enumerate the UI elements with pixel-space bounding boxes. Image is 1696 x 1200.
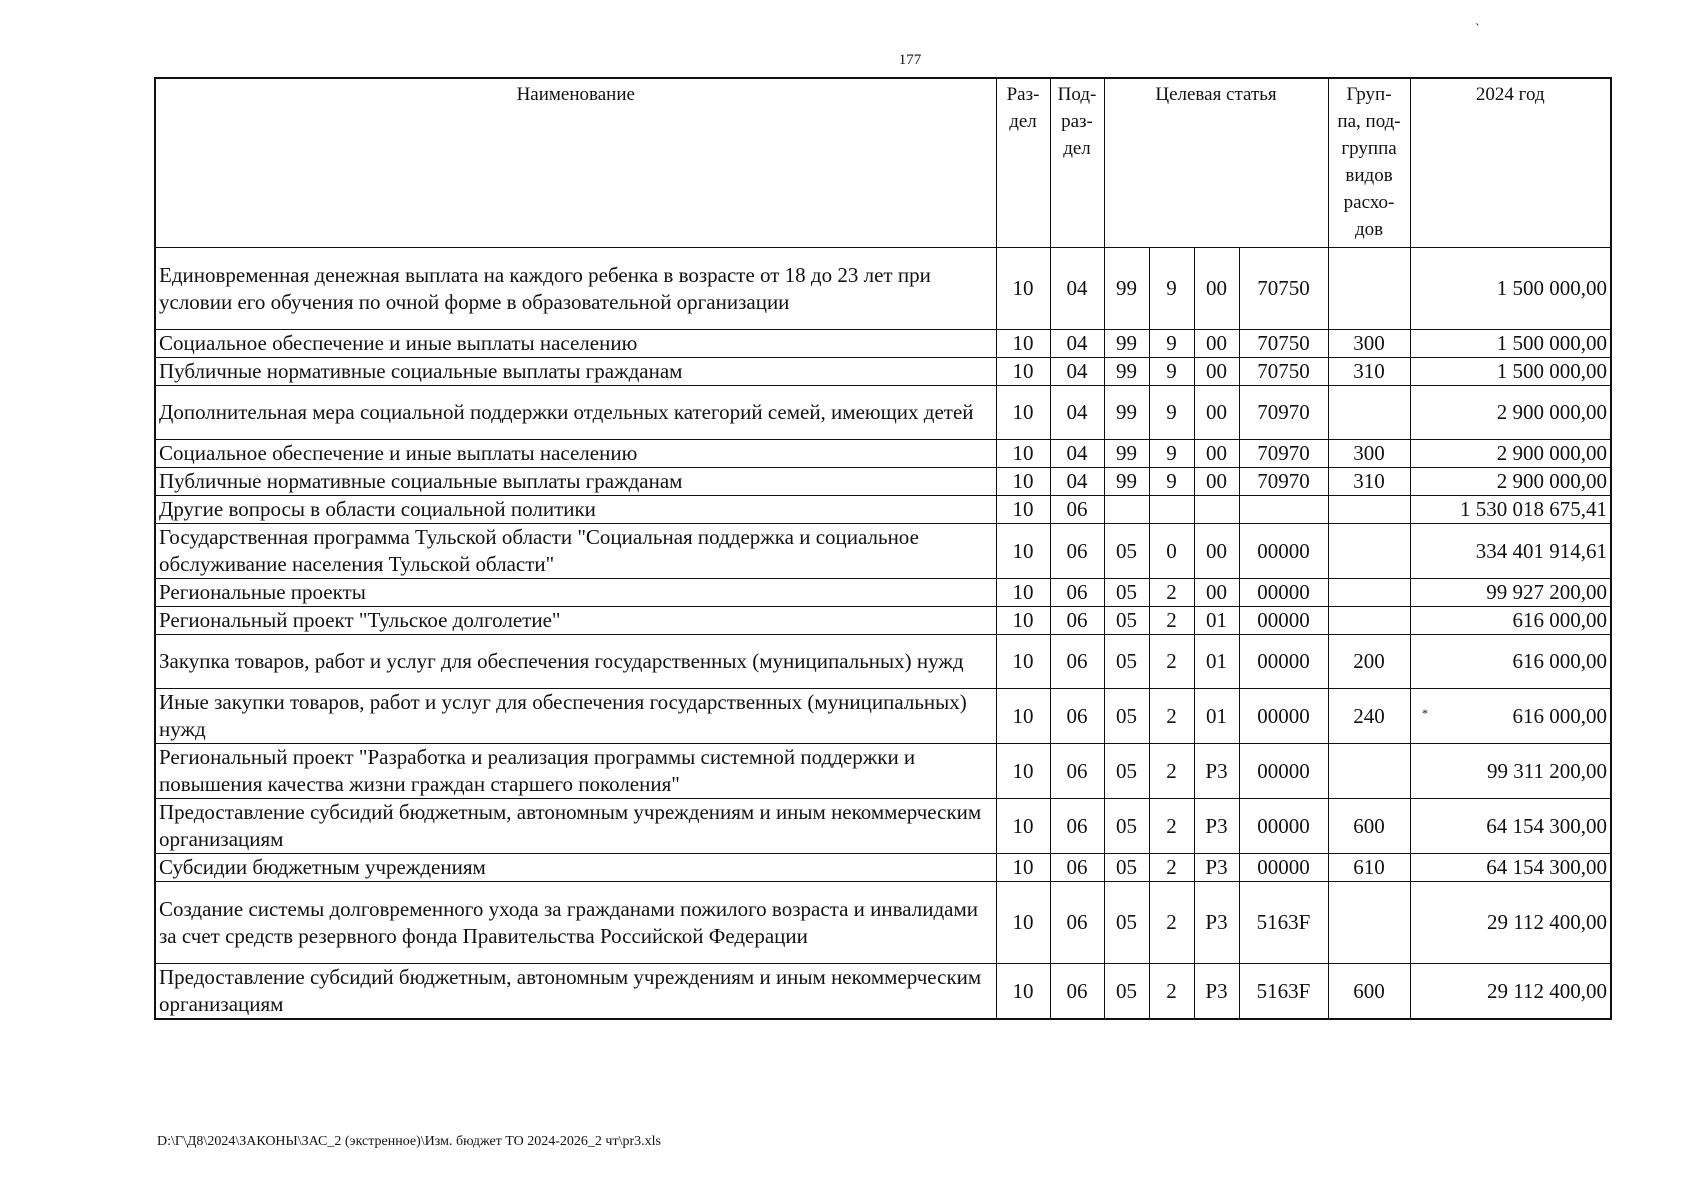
table-row [155,524,1611,579]
cell-podrazdel: 06 [1050,579,1104,607]
cell-amount: 616 000,00 [1410,635,1611,689]
cell-celevaya-2: 9 [1149,330,1194,358]
cell-celevaya-4: 00000 [1239,689,1328,744]
table-row [155,358,1611,386]
cell-name: Публичные нормативные социальные выплаты гражданам [155,468,996,496]
cell-celevaya-1: 05 [1104,882,1149,964]
cell-amount: 2 900 000,00 [1410,386,1611,440]
cell-celevaya-1: 05 [1104,635,1149,689]
cell-podrazdel: 06 [1050,854,1104,882]
cell-celevaya-1: 99 [1104,468,1149,496]
cell-celevaya-3: 00 [1194,248,1239,330]
table-row [155,882,1611,964]
cell-podrazdel: 06 [1050,524,1104,579]
table-row [155,799,1611,854]
cell-celevaya-2: 9 [1149,468,1194,496]
cell-celevaya-1: 05 [1104,744,1149,799]
cell-celevaya-3: 00 [1194,358,1239,386]
budget-table [154,77,1612,1020]
cell-razdel: 10 [996,635,1050,689]
cell-razdel: 10 [996,579,1050,607]
cell-celevaya-3: P3 [1194,799,1239,854]
cell-amount: 616 000,00 [1410,607,1611,635]
cell-name: Государственная программа Тульской области "Социальная поддержка и социальное обслуживание населения Тульской области" [155,524,996,579]
cell-amount: 99 927 200,00 [1410,579,1611,607]
cell-celevaya-1 [1104,496,1149,524]
cell-podrazdel: 06 [1050,799,1104,854]
cell-celevaya-2: 2 [1149,799,1194,854]
table-row [155,607,1611,635]
cell-name: Создание системы долговременного ухода за гражданами пожилого возраста и инвалидами за счет средств резервного фонда Правительства Российской Федерации [155,882,996,964]
cell-podrazdel: 06 [1050,607,1104,635]
cell-vid-rashodov [1328,524,1410,579]
page-number: 177 [898,52,922,68]
cell-celevaya-4: 70750 [1239,358,1328,386]
cell-celevaya-3 [1194,496,1239,524]
cell-celevaya-1: 05 [1104,579,1149,607]
table-row [155,579,1611,607]
table-row [155,964,1611,1020]
cell-amount: 2 900 000,00 [1410,468,1611,496]
cell-razdel: 10 [996,524,1050,579]
cell-celevaya-2 [1149,496,1194,524]
cell-celevaya-1: 99 [1104,248,1149,330]
cell-name: Иные закупки товаров, работ и услуг для обеспечения государственных (муниципальных) нужд [155,689,996,744]
scan-mark: ` [1475,22,1480,37]
cell-amount: 1 500 000,00 [1410,358,1611,386]
cell-name: Предоставление субсидий бюджетным, автономным учреждениям и иным некоммерческим организациям [155,964,996,1020]
header-podrazdel: Под- раз- дел [1050,78,1104,248]
cell-razdel: 10 [996,330,1050,358]
cell-amount: 334 401 914,61 [1410,524,1611,579]
cell-name: Предоставление субсидий бюджетным, автономным учреждениям и иным некоммерческим организациям [155,799,996,854]
cell-name: Социальное обеспечение и иные выплаты населению [155,330,996,358]
cell-razdel: 10 [996,248,1050,330]
cell-razdel: 10 [996,964,1050,1020]
cell-celevaya-1: 05 [1104,854,1149,882]
cell-name: Региональные проекты [155,579,996,607]
cell-celevaya-1: 05 [1104,524,1149,579]
cell-celevaya-3: P3 [1194,882,1239,964]
cell-amount: 99 311 200,00 [1410,744,1611,799]
cell-celevaya-2: 2 [1149,744,1194,799]
header-celevaya-statya: Целевая статья [1104,78,1328,248]
cell-amount: 29 112 400,00 [1410,882,1611,964]
cell-celevaya-3: 01 [1194,689,1239,744]
cell-celevaya-1: 05 [1104,689,1149,744]
cell-vid-rashodov [1328,607,1410,635]
cell-celevaya-4: 70970 [1239,386,1328,440]
cell-name: Другие вопросы в области социальной политики [155,496,996,524]
cell-vid-rashodov: 600 [1328,964,1410,1020]
cell-celevaya-3: 01 [1194,635,1239,689]
cell-podrazdel: 06 [1050,744,1104,799]
header-year: 2024 год [1410,78,1611,248]
cell-celevaya-3: 00 [1194,524,1239,579]
cell-celevaya-1: 99 [1104,440,1149,468]
table-row [155,689,1611,744]
cell-vid-rashodov [1328,496,1410,524]
cell-vid-rashodov: 300 [1328,440,1410,468]
cell-celevaya-1: 99 [1104,330,1149,358]
cell-razdel: 10 [996,386,1050,440]
cell-celevaya-2: 9 [1149,386,1194,440]
cell-celevaya-3: 00 [1194,440,1239,468]
cell-celevaya-4: 00000 [1239,854,1328,882]
header-name: Наименование [155,78,996,248]
cell-name: Закупка товаров, работ и услуг для обеспечения государственных (муниципальных) нужд [155,635,996,689]
cell-celevaya-4: 00000 [1239,799,1328,854]
cell-celevaya-3: P3 [1194,744,1239,799]
cell-amount: 29 112 400,00 [1410,964,1611,1020]
cell-podrazdel: 04 [1050,358,1104,386]
cell-celevaya-1: 05 [1104,964,1149,1020]
cell-vid-rashodov [1328,882,1410,964]
cell-razdel: 10 [996,882,1050,964]
cell-razdel: 10 [996,744,1050,799]
cell-celevaya-4: 00000 [1239,607,1328,635]
cell-celevaya-4: 00000 [1239,579,1328,607]
cell-vid-rashodov: 310 [1328,358,1410,386]
cell-celevaya-4: 70970 [1239,468,1328,496]
cell-celevaya-4: 00000 [1239,635,1328,689]
cell-podrazdel: 04 [1050,248,1104,330]
cell-celevaya-2: 2 [1149,607,1194,635]
cell-celevaya-4: 70750 [1239,248,1328,330]
cell-razdel: 10 [996,799,1050,854]
cell-celevaya-1: 05 [1104,607,1149,635]
cell-name: Единовременная денежная выплата на каждого ребенка в возрасте от 18 до 23 лет при условии его обучения по очной форме в образовательной организации [155,248,996,330]
table-row [155,386,1611,440]
cell-celevaya-2: 0 [1149,524,1194,579]
footer-file-path: D:\Г\Д8\2024\ЗАКОНЫ\ЗАС_2 (экстренное)\Изм. бюджет ТО 2024-2026_2 чт\pr3.xls [157,1134,661,1149]
cell-name: Публичные нормативные социальные выплаты гражданам [155,358,996,386]
cell-podrazdel: 06 [1050,689,1104,744]
cell-name: Региональный проект "Тульское долголетие" [155,607,996,635]
table-body [155,248,1611,1020]
cell-celevaya-2: 2 [1149,854,1194,882]
cell-celevaya-4: 70970 [1239,440,1328,468]
cell-celevaya-4 [1239,496,1328,524]
cell-celevaya-3: 00 [1194,386,1239,440]
cell-name: Дополнительная мера социальной поддержки отдельных категорий семей, имеющих детей [155,386,996,440]
cell-razdel: 10 [996,496,1050,524]
table-row [155,854,1611,882]
cell-razdel: 10 [996,358,1050,386]
cell-celevaya-3: 00 [1194,579,1239,607]
cell-name: Социальное обеспечение и иные выплаты населению [155,440,996,468]
cell-celevaya-2: 2 [1149,635,1194,689]
cell-celevaya-4: 5163F [1239,882,1328,964]
cell-podrazdel: 06 [1050,964,1104,1020]
cell-celevaya-2: 2 [1149,964,1194,1020]
cell-podrazdel: 06 [1050,496,1104,524]
cell-celevaya-2: 9 [1149,248,1194,330]
cell-vid-rashodov [1328,579,1410,607]
cell-vid-rashodov: 610 [1328,854,1410,882]
cell-podrazdel: 04 [1050,386,1104,440]
cell-celevaya-4: 5163F [1239,964,1328,1020]
cell-celevaya-3: P3 [1194,854,1239,882]
cell-amount: 1 500 000,00 [1410,248,1611,330]
cell-amount: 616 000,00 [1410,689,1611,744]
cell-amount: 1 530 018 675,41 [1410,496,1611,524]
table-header-row [155,78,1611,248]
cell-podrazdel: 04 [1050,330,1104,358]
cell-amount: 2 900 000,00 [1410,440,1611,468]
cell-celevaya-2: 9 [1149,440,1194,468]
cell-amount: 64 154 300,00 [1410,854,1611,882]
table-row [155,496,1611,524]
cell-amount: 1 500 000,00 [1410,330,1611,358]
cell-celevaya-3: 00 [1194,468,1239,496]
cell-vid-rashodov [1328,744,1410,799]
cell-vid-rashodov [1328,248,1410,330]
cell-razdel: 10 [996,689,1050,744]
cell-vid-rashodov: 300 [1328,330,1410,358]
cell-name: Субсидии бюджетным учреждениям [155,854,996,882]
table-row [155,744,1611,799]
cell-podrazdel: 06 [1050,882,1104,964]
table-row [155,440,1611,468]
header-razdel: Раз- дел [996,78,1050,248]
cell-vid-rashodov [1328,386,1410,440]
cell-celevaya-3: 01 [1194,607,1239,635]
table-row [155,248,1611,330]
cell-razdel: 10 [996,607,1050,635]
cell-vid-rashodov: 200 [1328,635,1410,689]
cell-celevaya-3: P3 [1194,964,1239,1020]
cell-celevaya-4: 00000 [1239,524,1328,579]
cell-celevaya-3: 00 [1194,330,1239,358]
cell-podrazdel: 04 [1050,440,1104,468]
cell-celevaya-2: 2 [1149,579,1194,607]
cell-amount: 64 154 300,00 [1410,799,1611,854]
cell-name: Региональный проект "Разработка и реализация программы системной поддержки и повышения качества жизни граждан старшего поколения" [155,744,996,799]
cell-vid-rashodov: 310 [1328,468,1410,496]
cell-podrazdel: 04 [1050,468,1104,496]
cell-celevaya-4: 70750 [1239,330,1328,358]
cell-razdel: 10 [996,854,1050,882]
cell-celevaya-2: 2 [1149,882,1194,964]
cell-razdel: 10 [996,468,1050,496]
cell-celevaya-1: 99 [1104,358,1149,386]
stray-mark: * [1422,706,1428,720]
cell-celevaya-2: 9 [1149,358,1194,386]
table-row [155,468,1611,496]
cell-podrazdel: 06 [1050,635,1104,689]
header-gruppa-vidov-rashodov: Груп- па, под- группа видов расхо- дов [1328,78,1410,248]
cell-celevaya-4: 00000 [1239,744,1328,799]
cell-vid-rashodov: 240 [1328,689,1410,744]
cell-vid-rashodov: 600 [1328,799,1410,854]
cell-celevaya-2: 2 [1149,689,1194,744]
table-row [155,330,1611,358]
table-row [155,635,1611,689]
cell-celevaya-1: 99 [1104,386,1149,440]
cell-celevaya-1: 05 [1104,799,1149,854]
cell-razdel: 10 [996,440,1050,468]
